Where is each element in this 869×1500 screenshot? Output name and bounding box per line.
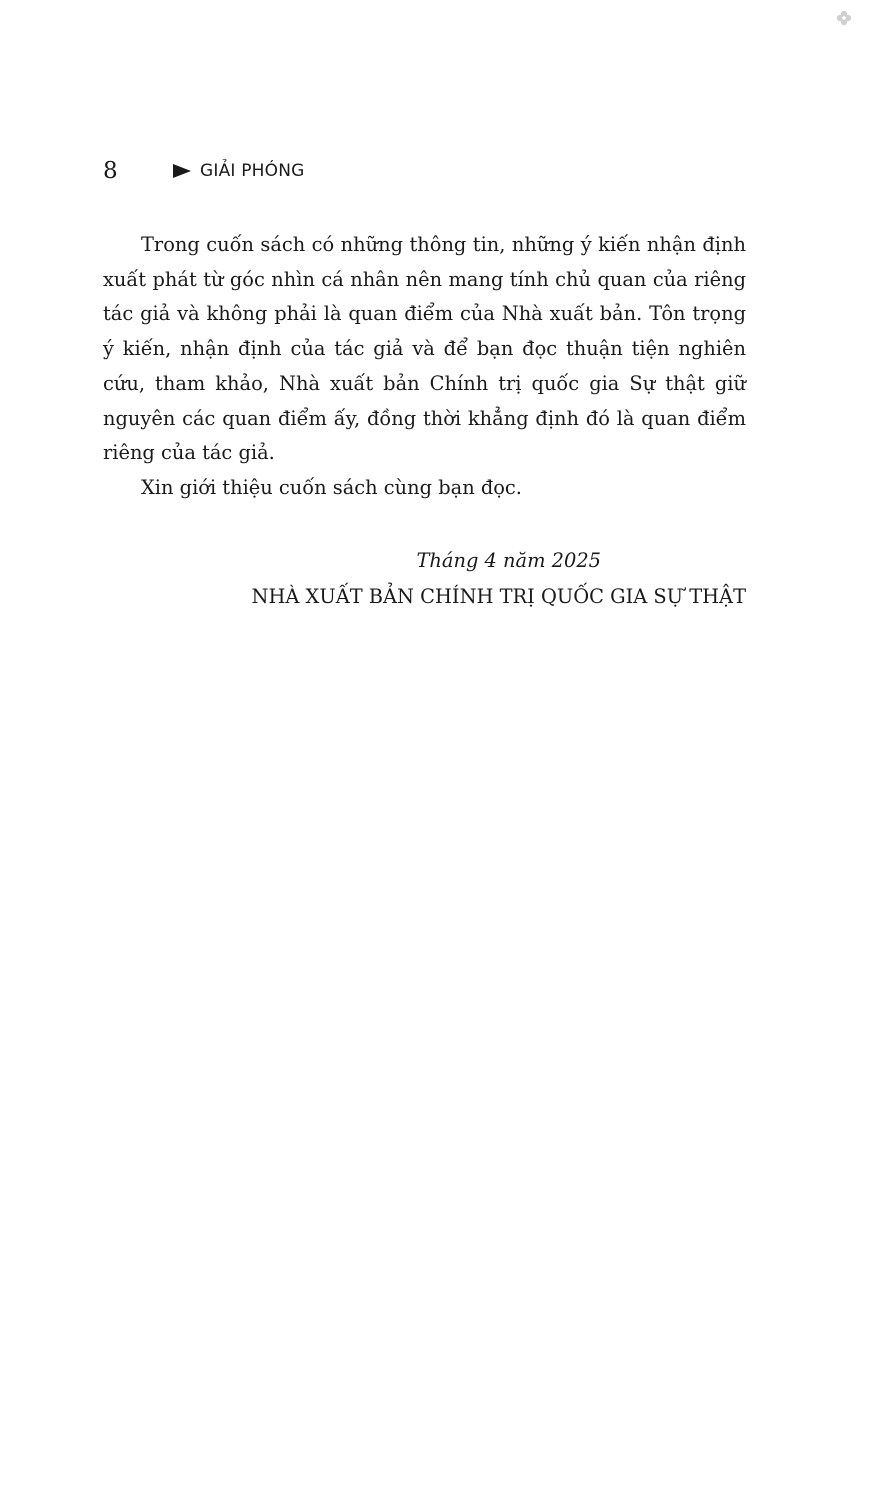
paragraph-introduction: Xin giới thiệu cuốn sách cùng bạn đọc. — [141, 475, 522, 499]
triangle-right-icon — [173, 163, 191, 179]
body-text — [103, 228, 746, 506]
paragraph-disclaimer: Trong cuốn sách có những thông tin, những ý kiến nhận định xuất phát từ góc nhìn cá nhân nên mang tính chủ quan của riêng tác giả và không phải là quan điểm của Nhà xuất bản. Tôn trọng ý kiến, nhận định của tác giả và để bạn đọc thuận tiện nghiên cứu, tham khảo, Nhà xuất bản Chính trị quốc gia Sự thật giữ nguyên các quan điểm ấy, đồng thời khẳng định đó là quan điểm riêng của tác giả. — [103, 233, 746, 465]
page-number: 8 — [103, 158, 118, 184]
running-header — [103, 156, 305, 186]
publisher-name: NHÀ XUẤT BẢN CHÍNH TRỊ QUỐC GIA SỰ THẬT — [251, 585, 746, 608]
running-title: GIẢI PHÓNG — [200, 161, 305, 181]
flower-icon — [836, 10, 852, 26]
signature-block — [103, 543, 746, 615]
signature-date: Tháng 4 năm 2025 — [416, 549, 601, 572]
